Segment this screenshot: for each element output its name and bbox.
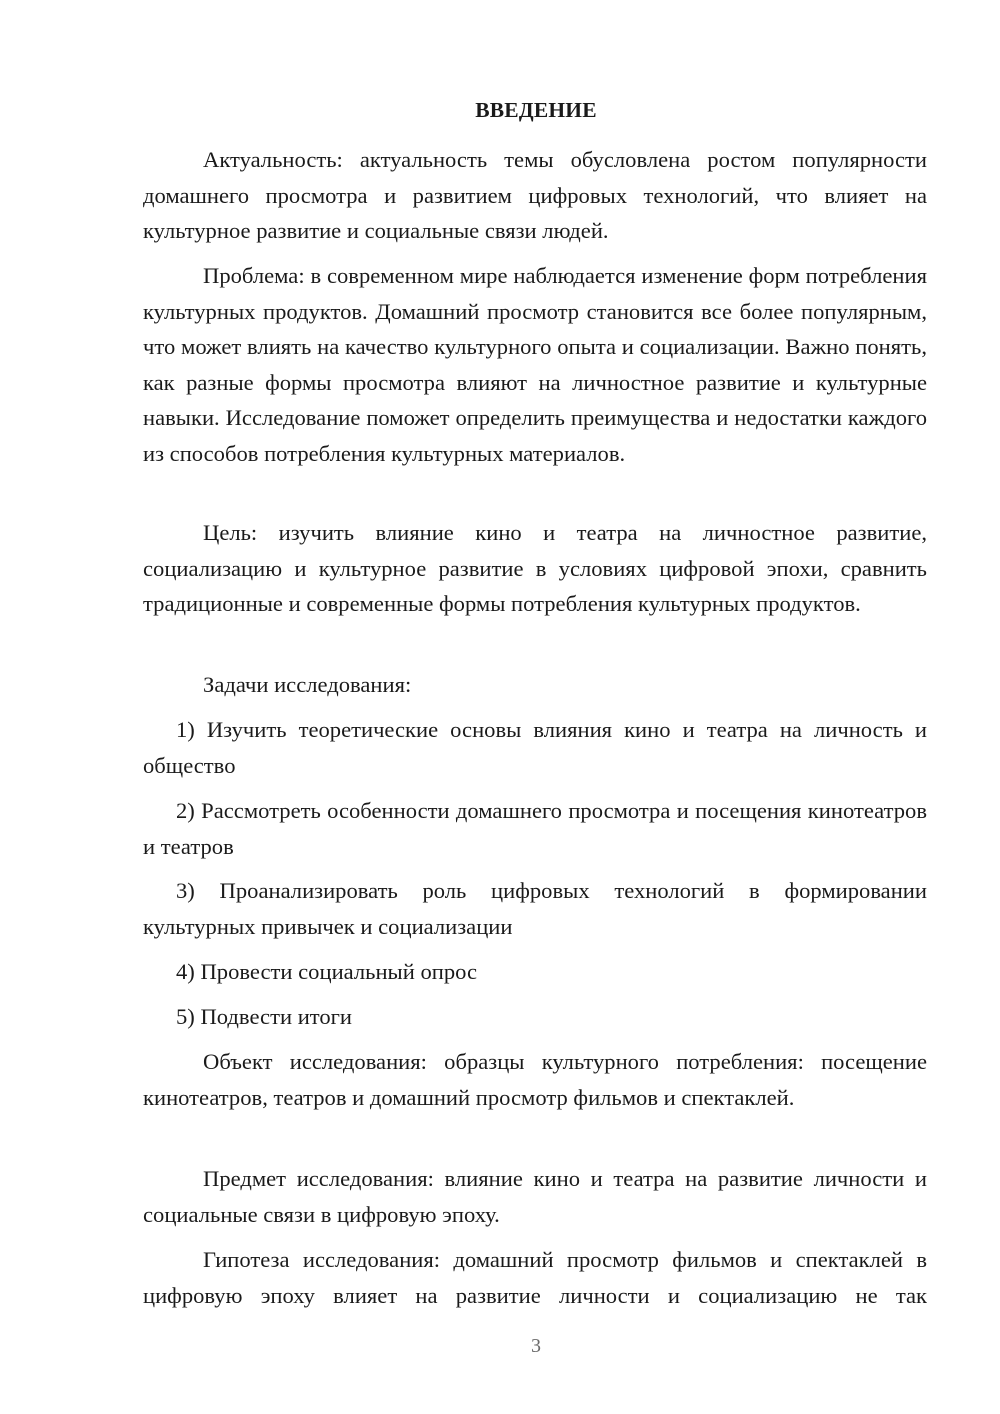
task-item-3: 3) Проанализировать роль цифровых технологий в формировании культурных привычек и социализации [143, 878, 927, 939]
paragraph-object: Объект исследования: образцы культурного потребления: посещение кинотеатров, театров и домашний просмотр фильмов и спектаклей. [143, 1049, 927, 1110]
paragraph-problem: Проблема: в современном мире наблюдается изменение форм потребления культурных продуктов. Домашний просмотр становится все более популярным, что может влиять на качество культурного опыта и социализации. Важно понять, как разные формы просмотра влияют на личностное развитие и культурные навыки. Исследование поможет определить преимущества и недостатки каждого из способов потребления культурных материалов. [143, 263, 927, 466]
page-number: 3 [531, 1335, 541, 1357]
section-title: ВВЕДЕНИЕ [475, 98, 597, 122]
task-item-2: 2) Рассмотреть особенности домашнего просмотра и посещения кинотеатров и театров [143, 798, 927, 859]
paragraph-tasks-heading: Задачи исследования: [203, 672, 412, 697]
paragraph-relevance: Актуальность: актуальность темы обусловлена ростом популярности домашнего просмотра и развитием цифровых технологий, что влияет на культурное развитие и социальные связи людей. [143, 147, 927, 243]
paragraph-goal: Цель: изучить влияние кино и театра на личностное развитие, социализацию и культурное развитие в условиях цифровой эпохи, сравнить традиционные и современные формы потребления культурных продуктов. [143, 520, 927, 616]
task-item-4: 4) Провести социальный опрос [176, 959, 478, 984]
task-item-1: 1) Изучить теоретические основы влияния кино и театра на личность и общество [143, 717, 927, 778]
paragraph-hypothesis: Гипотеза исследования: домашний просмотр фильмов и спектаклей в цифровую эпоху влияет на развитие личности и социализацию не так [143, 1247, 927, 1308]
task-item-5: 5) Подвести итоги [176, 1004, 353, 1029]
paragraph-subject: Предмет исследования: влияние кино и театра на развитие личности и социальные связи в цифровую эпоху. [143, 1166, 927, 1227]
